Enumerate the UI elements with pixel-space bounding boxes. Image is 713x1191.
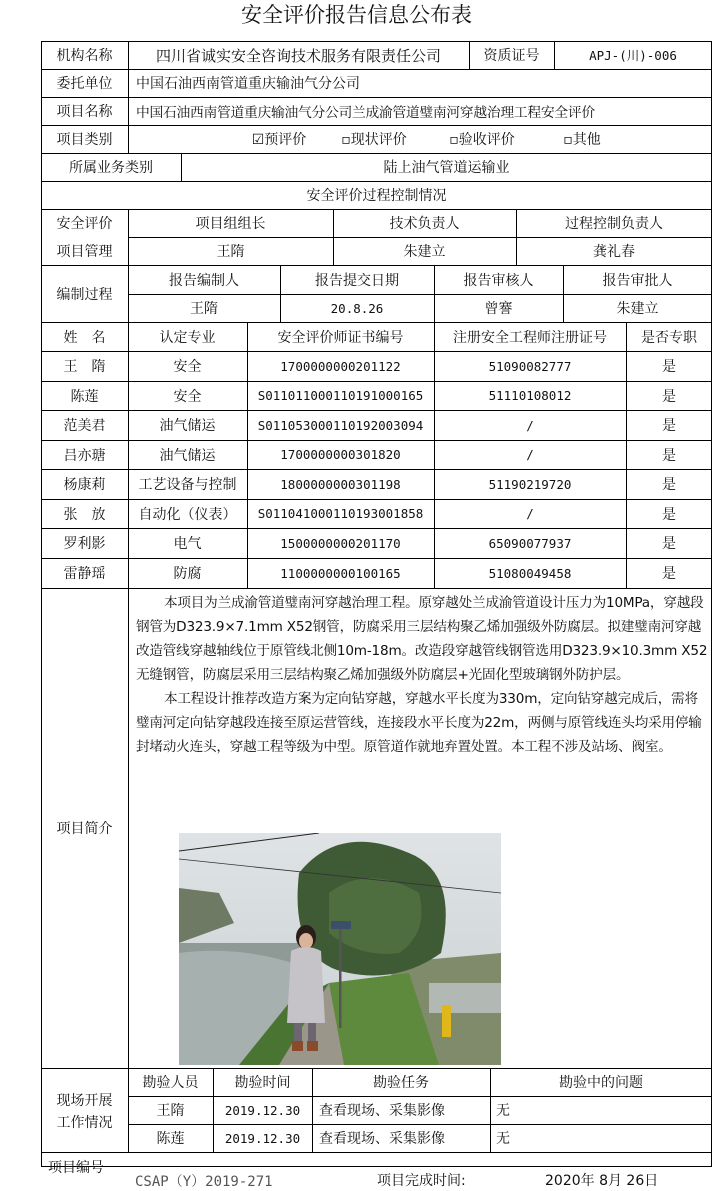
intro-paragraph-2: 本工程设计推荐改造方案为定向钻穿越，穿越水平长度为330m，定向钻穿越完成后，需将璧南河定向钻穿越段连接至原运营管线，连接段水平长度为22m，两侧与原管线连头均采用停输封堵动火连头，穿越工程等级为中型。原管道作就地弃置处置。本工程不涉及站场、阀室。: [136, 691, 702, 755]
staff-header-reg: 注册安全工程师注册证号: [453, 329, 607, 346]
management-label-1: 安全评价: [56, 216, 113, 232]
staff-name: 雷静瑶: [63, 566, 106, 582]
approver: 朱建立: [616, 301, 659, 317]
staff-reg: /: [526, 506, 534, 521]
header-report-author: 报告编制人: [169, 272, 239, 289]
management-label-2: 项目管理: [56, 244, 113, 260]
type-option-pre-eval: ☑预评价: [251, 132, 307, 148]
cert-label: 资质证号: [483, 48, 540, 64]
site-time: 2019.12.30: [224, 1130, 301, 1146]
client-name: 中国石油西南管道重庆输油气分公司: [136, 76, 360, 92]
staff-reg: 51190219720: [488, 476, 572, 492]
staff-major: 油气储运: [159, 447, 216, 464]
header-tech-lead: 技术负责人: [389, 216, 460, 232]
site-task: 查看现场、采集影像: [319, 1131, 445, 1147]
intro-text: [136, 591, 708, 759]
staff-fulltime: 是: [662, 477, 676, 493]
site-header-task: 勘验任务: [373, 1075, 429, 1091]
staff-major: 自动化（仪表）: [138, 506, 237, 523]
project-name-label: 项目名称: [56, 104, 113, 120]
team-leader: 王隋: [216, 244, 245, 260]
intro-paragraph-1: 本项目为兰成渝管道璧南河穿越治理工程。原穿越处兰成渝管道设计压力为10MPa，穿越段钢管为D323.9×7.1mm X52钢管，防腐采用三层结构聚乙烯加强级外防腐层。拟建璧南河穿越改造管线穿越轴线位于原管线北侧10m-18m。改造段穿越管线钢管选用D323.9×10.3mm X52无缝钢管，防腐层采用三层结构聚乙烯加强级外防腐层+光固化型玻璃钢外防护层。: [136, 595, 708, 683]
compile-label: 编制过程: [56, 286, 113, 303]
site-photo: [179, 833, 501, 1065]
staff-major: 安全: [173, 359, 202, 375]
staff-reg: /: [526, 417, 534, 433]
completion-label: 项目完成时间:: [377, 1173, 466, 1189]
staff-cert: S011053000110192003094: [257, 417, 424, 433]
submit-date: 20.8.26: [330, 300, 384, 316]
staff-fulltime: 是: [662, 566, 676, 582]
page-title: 安全评价报告信息公布表: [241, 3, 472, 27]
staff-cert: S011041000110193001858: [257, 506, 424, 521]
site-time: 2019.12.30: [224, 1102, 301, 1118]
staff-reg: 65090077937: [488, 535, 572, 551]
site-task: 查看现场、采集影像: [319, 1103, 445, 1119]
reviewer: 曾謇: [484, 301, 513, 317]
staff-name: 陈莲: [70, 388, 99, 405]
client-label: 委托单位: [56, 76, 113, 92]
site-label-2: 工作情况: [56, 1115, 113, 1131]
report-author: 王隋: [190, 301, 218, 317]
type-option-acceptance-eval: ▫验收评价: [449, 132, 515, 148]
staff-fulltime: 是: [662, 536, 676, 552]
project-name: 中国石油西南管道重庆输油气分公司兰成渝管道璧南河穿越治理工程安全评价: [136, 105, 595, 121]
staff-cert: 1800000000301198: [280, 476, 401, 492]
site-label-1: 现场开展: [56, 1093, 113, 1109]
staff-cert: 1100000000100165: [280, 565, 401, 581]
staff-reg: 51090082777: [488, 358, 572, 374]
header-approver: 报告审批人: [602, 272, 673, 289]
staff-header-cert: 安全评价师证书编号: [277, 329, 404, 346]
staff-major: 安全: [173, 388, 202, 405]
project-number: CSAP（Y）2019-271: [135, 1174, 273, 1190]
staff-name: 王 隋: [63, 359, 106, 375]
project-number-label: 项目编号: [48, 1160, 104, 1176]
business-label: 所属业务类别: [69, 160, 153, 176]
staff-reg: 51080049458: [488, 565, 572, 581]
staff-cert: S011011000110191000165: [257, 388, 424, 403]
header-submit-date: 报告提交日期: [315, 272, 399, 289]
completion-date: 2020年 8月 26日: [545, 1173, 659, 1189]
header-reviewer: 报告审核人: [463, 272, 534, 289]
org-label: 机构名称: [56, 48, 113, 64]
staff-major: 油气储运: [159, 418, 216, 434]
process-heading: 安全评价过程控制情况: [306, 188, 447, 204]
staff-fulltime: 是: [662, 418, 676, 434]
staff-name: 吕亦瑭: [63, 447, 106, 464]
staff-name: 张 放: [63, 506, 106, 523]
staff-major: 工艺设备与控制: [138, 477, 237, 493]
business-value: 陆上油气管道运输业: [383, 160, 510, 176]
staff-fulltime: 是: [662, 388, 676, 405]
site-header-issues: 勘验中的问题: [559, 1075, 643, 1091]
staff-cert: 1500000000201170: [280, 535, 401, 551]
cert-number: APJ-(川)-006: [589, 48, 677, 63]
site-issue: 无: [496, 1103, 510, 1119]
staff-reg: /: [526, 447, 534, 462]
type-option-other: ▫其他: [563, 132, 601, 148]
site-header-staff: 勘验人员: [142, 1075, 199, 1091]
staff-name: 范美君: [63, 418, 106, 434]
header-process-lead: 过程控制负责人: [565, 216, 663, 232]
intro-label: 项目简介: [56, 821, 113, 837]
staff-fulltime: 是: [662, 359, 676, 375]
staff-name: 罗利影: [63, 536, 106, 552]
staff-fulltime: 是: [662, 447, 676, 464]
staff-header-fulltime: 是否专职: [641, 329, 697, 346]
site-staff: 陈莲: [156, 1131, 185, 1147]
site-issue: 无: [496, 1131, 510, 1147]
tech-lead: 朱建立: [403, 244, 446, 260]
process-lead: 龚礼春: [593, 244, 635, 260]
org-name: 四川省诚实安全咨询技术服务有限责任公司: [155, 46, 441, 65]
project-type-label: 项目类别: [56, 132, 113, 148]
staff-header-major: 认定专业: [159, 329, 216, 346]
staff-major: 电气: [173, 536, 202, 552]
staff-major: 防腐: [173, 566, 202, 582]
staff-reg: 51110108012: [488, 388, 572, 403]
header-team-leader: 项目组组长: [195, 216, 266, 232]
site-staff: 王隋: [156, 1103, 185, 1119]
type-option-status-eval: ▫现状评价: [341, 132, 407, 148]
staff-cert: 1700000000301820: [280, 447, 401, 462]
site-header-time: 勘验时间: [234, 1075, 291, 1091]
staff-fulltime: 是: [662, 506, 676, 523]
staff-header-name: 姓 名: [63, 329, 106, 346]
staff-cert: 1700000000201122: [280, 358, 401, 374]
staff-name: 杨康莉: [63, 477, 106, 493]
